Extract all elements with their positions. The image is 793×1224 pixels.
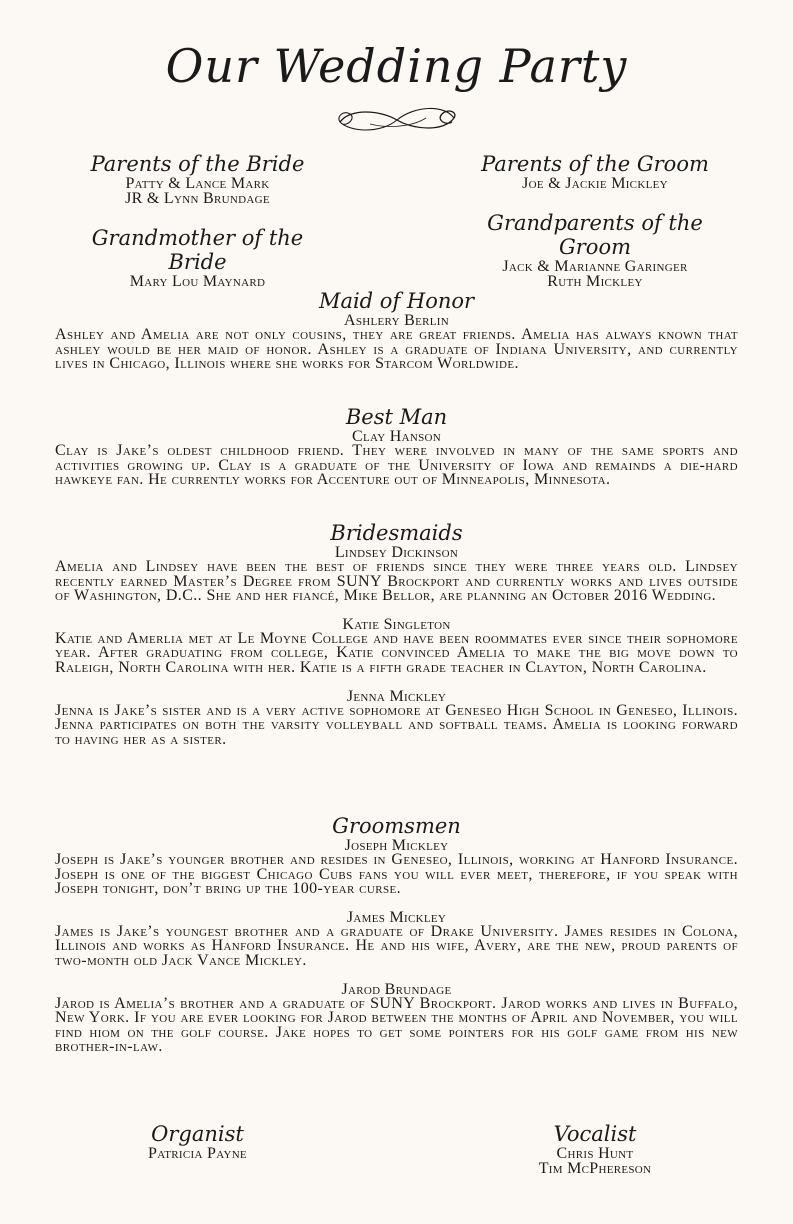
person-bio: Ashley and Amelia are not only cousins, they are great friends. Amelia has always known that ashley would be her maid of honor. Ashley is a graduate of Indiana University, and currently lives in Chicago, Illinois where she works for Starcom Worldwide. — [55, 326, 738, 373]
person-name: Clay Hanson — [351, 428, 442, 445]
best-man-section — [55, 405, 738, 488]
person-bio: Jenna is Jake’s sister and is a very active sophomore at Geneseo High School in Geneseo, Illinois. Jenna participates on both the varsity volleyball and softball teams. Amelia is looking forward to having her as a sister. — [55, 701, 738, 748]
person-name: Ashlery Berlin — [344, 312, 449, 329]
family-name: Mary Lou Maynard — [129, 273, 266, 290]
family-name: Jack & Marianne Garinger — [502, 258, 688, 275]
parents-of-groom-heading: Parents of the Groom — [481, 152, 709, 176]
organist-heading: Organist — [151, 1122, 244, 1146]
vocalist-heading: Vocalist — [553, 1122, 637, 1146]
maid-of-honor-section — [55, 289, 738, 372]
person-name: Jenna Mickley — [346, 687, 447, 705]
person-name: Tim McPhereson — [538, 1160, 652, 1177]
grandmother-of-bride-heading: Grandmother of the Bride — [91, 226, 304, 274]
person-name: Patricia Payne — [148, 1145, 247, 1162]
section-heading: Maid of Honor — [318, 289, 475, 313]
bridesmaids-section — [55, 521, 738, 747]
groomsmen-section — [55, 814, 738, 1055]
parents-of-bride — [70, 152, 325, 206]
family-name: Joe & Jackie Mickley — [522, 175, 668, 192]
person-name: Lindsey Dickinson — [334, 544, 459, 561]
section-heading: Best Man — [345, 405, 448, 429]
family-name: Ruth Mickley — [547, 273, 643, 290]
section-heading: Bridesmaids — [330, 521, 463, 545]
grandparents-of-groom — [460, 211, 730, 289]
family-name: Patty & Lance Mark — [125, 175, 270, 192]
person-name: Chris Hunt — [556, 1145, 634, 1162]
parents-of-bride-heading: Parents of the Bride — [90, 152, 305, 176]
flourish-ornament-icon — [330, 100, 464, 140]
family-name: JR & Lynn Brundage — [125, 190, 270, 207]
person-bio: Clay is Jake’s oldest childhood friend. They were involved in many of the same sports and activities growing up. Clay is a graduate of the University of Iowa and remainds a die-hard hawkeye fan. He currently works for Accenture out of Minneapolis, Minnesota. — [55, 442, 738, 489]
person-bio: Katie and Amerlia met at Le Moyne College and have been roommates ever since their sophomore year. After graduating from college, Katie convinced Amelia to make the big move down to Raleigh, North Carolina with her. Katie is a fifth grade teacher in Clayton, North Carolina. — [55, 629, 738, 676]
parents-of-groom — [460, 152, 730, 191]
person-name: James Mickley — [346, 908, 447, 926]
person-name: Katie Singleton — [342, 615, 451, 633]
section-heading: Groomsmen — [332, 814, 461, 838]
person-bio: James is Jake’s youngest brother and a graduate of Drake University. James resides in Colona, Illinois and works as Hanford Insurance. He and his wife, Avery, are the new, proud parents of two-month old Jack Vance Mickley. — [55, 922, 738, 969]
page-title: Our Wedding Party — [165, 39, 628, 93]
person-bio: Amelia and Lindsey have been the best of friends since they were three years old. Lindsey recently earned Master’s Degree from SUNY Brockport and currently works and lives outside of Washington, D.C.. She and her fiancé, Mike Bellor, are planning an October 2016 Wedding. — [55, 558, 738, 605]
vocalist — [480, 1122, 710, 1176]
person-name: Joseph Mickley — [344, 837, 449, 854]
person-bio: Jarod is Amelia’s brother and a graduate of SUNY Brockport. Jarod works and lives in Buffalo, New York. If you are ever looking for Jarod between the months of April and November, you will find hiom on the golf course. Jake hopes to get some pointers for his golf game from his new brother-in-law. — [55, 994, 738, 1056]
person-name: Jarod Brundage — [341, 980, 452, 998]
person-bio: Joseph is Jake’s younger brother and resides in Geneseo, Illinois, working at Hanford Insurance. Joseph is one of the biggest Chicago Cubs fans you will ever meet, therefore, if you speak with Joseph tonight, don’t bring up the 100-year curse. — [55, 851, 738, 898]
organist — [90, 1122, 305, 1161]
grandparents-of-groom-heading: Grandparents of the Groom — [487, 211, 703, 259]
grandmother-of-bride — [70, 226, 325, 289]
